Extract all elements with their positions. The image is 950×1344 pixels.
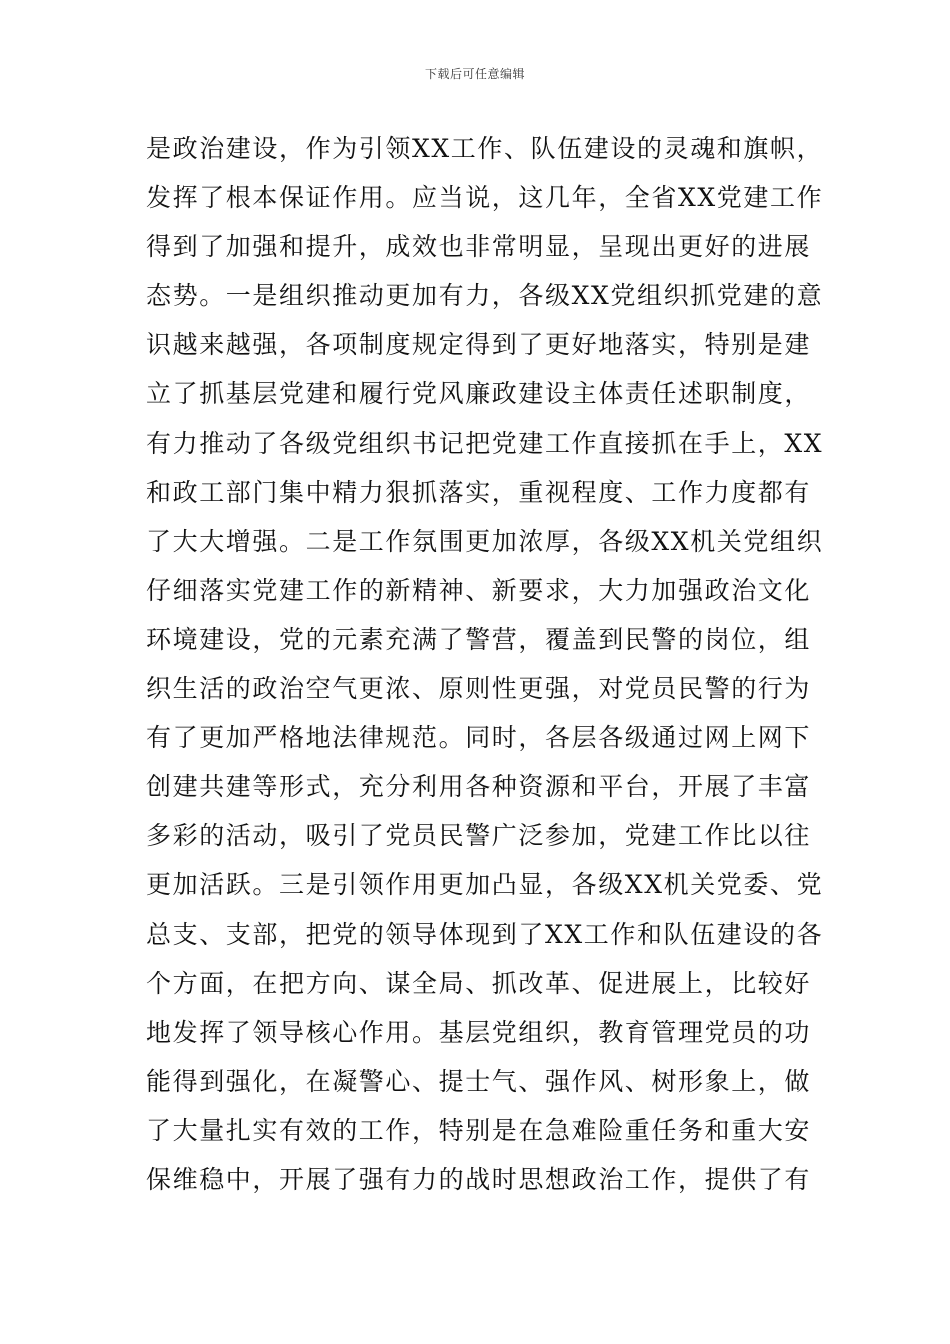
text-line: 识越来越强，各项制度规定得到了更好地落实，特别是建 — [146, 330, 812, 360]
text-line: 发挥了根本保证作用。应当说，这几年，全省XX党建工作 — [146, 183, 824, 213]
text-line: 仔细落实党建工作的新精神、新要求，大力加强政治文化 — [146, 575, 812, 605]
text-line: 了大量扎实有效的工作，特别是在急难险重任务和重大安 — [146, 1115, 812, 1145]
text-line: 多彩的活动，吸引了党员民警广泛参加，党建工作比以往 — [146, 821, 812, 851]
text-line: 得到了加强和提升，成效也非常明显，呈现出更好的进展 — [146, 232, 812, 262]
text-line: 地发挥了领导核心作用。基层党组织，教育管理党员的功 — [146, 1017, 812, 1047]
text-line: 了大大增强。二是工作氛围更加浓厚，各级XX机关党组织 — [146, 526, 824, 556]
text-line: 总支、支部，把党的领导体现到了XX工作和队伍建设的各 — [146, 919, 824, 949]
text-line: 有力推动了各级党组织书记把党建工作直接抓在手上，XX — [146, 428, 824, 458]
text-line: 是政治建设，作为引领XX工作、队伍建设的灵魂和旗帜， — [146, 134, 824, 163]
text-line: 能得到强化，在凝警心、提士气、强作风、树形象上，做 — [146, 1066, 812, 1096]
text-line: 环境建设，党的元素充满了警营，覆盖到民警的岗位，组 — [146, 624, 812, 654]
text-line: 更加活跃。三是引领作用更加凸显，各级XX机关党委、党 — [146, 870, 824, 900]
text-line: 织生活的政治空气更浓、原则性更强，对党员民警的行为 — [146, 674, 812, 704]
text-line: 有了更加严格地法律规范。同时，各层各级通过网上网下 — [146, 723, 812, 753]
text-line: 立了抓基层党建和履行党风廉政建设主体责任述职制度， — [146, 379, 812, 409]
text-line: 和政工部门集中精力狠抓落实，重视程度、工作力度都有 — [146, 477, 812, 507]
text-line: 保维稳中，开展了强有力的战时思想政治工作，提供了有 — [146, 1164, 812, 1194]
page-header-note: 下载后可任意编辑 — [424, 67, 525, 81]
body-text — [146, 124, 824, 1204]
text-line: 创建共建等形式，充分利用各种资源和平台，开展了丰富 — [146, 772, 812, 802]
text-line: 态势。一是组织推动更加有力，各级XX党组织抓党建的意 — [146, 281, 824, 311]
text-line: 个方面，在把方向、谋全局、抓改革、促进展上，比较好 — [146, 968, 812, 998]
